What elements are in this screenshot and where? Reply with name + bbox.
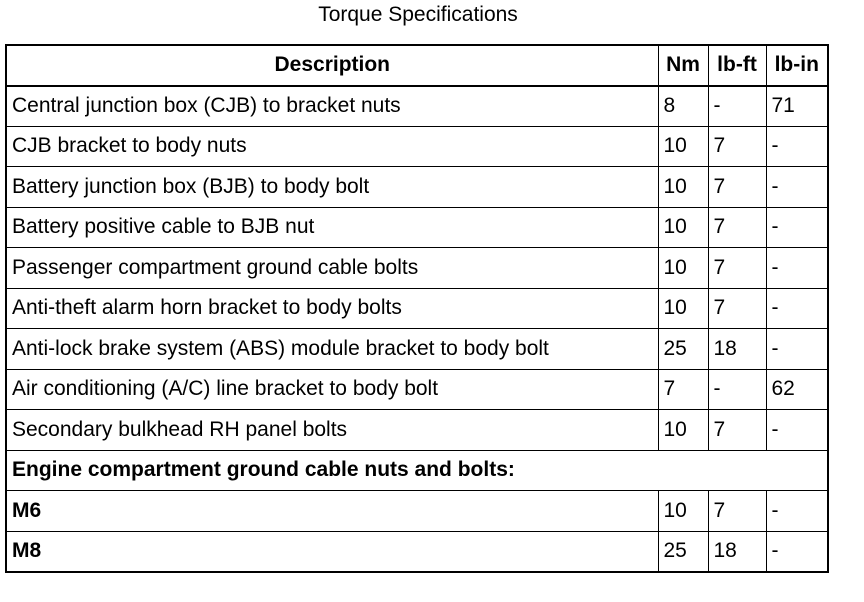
cell-nm: 25 (658, 329, 708, 370)
cell-description: Secondary bulkhead RH panel bolts (6, 410, 658, 451)
table-row (6, 167, 828, 208)
cell-lb-ft: 7 (708, 126, 766, 167)
cell-lb-in: - (766, 491, 828, 532)
table-row (6, 288, 828, 329)
column-header-nm: Nm (658, 45, 708, 86)
cell-description: Central junction box (CJB) to bracket nuts (6, 86, 658, 127)
table-row (6, 86, 828, 127)
table-header-row (6, 45, 828, 86)
cell-description: Passenger compartment ground cable bolts (6, 248, 658, 289)
cell-lb-in: - (766, 531, 828, 572)
torque-spec-table (5, 44, 829, 573)
cell-nm: 10 (658, 410, 708, 451)
cell-lb-in: - (766, 207, 828, 248)
cell-description: Anti-lock brake system (ABS) module bracket to body bolt (6, 329, 658, 370)
cell-nm: 10 (658, 167, 708, 208)
table-row (6, 410, 828, 451)
cell-lb-ft: - (708, 369, 766, 410)
cell-lb-in: - (766, 126, 828, 167)
cell-nm: 10 (658, 207, 708, 248)
cell-nm: 10 (658, 491, 708, 532)
cell-lb-ft: 7 (708, 248, 766, 289)
cell-lb-ft: 7 (708, 207, 766, 248)
cell-lb-ft: 18 (708, 531, 766, 572)
cell-lb-ft: 7 (708, 288, 766, 329)
cell-nm: 10 (658, 248, 708, 289)
cell-lb-in: - (766, 410, 828, 451)
cell-lb-ft: 7 (708, 491, 766, 532)
cell-lb-ft: 18 (708, 329, 766, 370)
cell-nm: 10 (658, 288, 708, 329)
cell-lb-in: - (766, 248, 828, 289)
cell-description: Battery junction box (BJB) to body bolt (6, 167, 658, 208)
table-row (6, 369, 828, 410)
cell-nm: 8 (658, 86, 708, 127)
table-row (6, 248, 828, 289)
cell-lb-ft: 7 (708, 410, 766, 451)
cell-nm: 10 (658, 126, 708, 167)
cell-lb-in: 62 (766, 369, 828, 410)
section-heading: Engine compartment ground cable nuts and bolts: (6, 450, 828, 491)
cell-nm: 7 (658, 369, 708, 410)
column-header-description: Description (6, 45, 658, 86)
cell-description: Anti-theft alarm horn bracket to body bolts (6, 288, 658, 329)
table-row (6, 126, 828, 167)
cell-lb-in: - (766, 288, 828, 329)
cell-description: Air conditioning (A/C) line bracket to body bolt (6, 369, 658, 410)
cell-lb-in: - (766, 329, 828, 370)
page-title: Torque Specifications (318, 3, 518, 26)
cell-description: Battery positive cable to BJB nut (6, 207, 658, 248)
cell-lb-ft: - (708, 86, 766, 127)
table-row (6, 207, 828, 248)
cell-lb-ft: 7 (708, 167, 766, 208)
section-heading-row (6, 450, 828, 491)
cell-lb-in: 71 (766, 86, 828, 127)
column-header-lb-ft: lb-ft (708, 45, 766, 86)
table-row (6, 531, 828, 572)
cell-description: M6 (6, 491, 658, 532)
cell-description: CJB bracket to body nuts (6, 126, 658, 167)
cell-nm: 25 (658, 531, 708, 572)
column-header-lb-in: lb-in (766, 45, 828, 86)
table-row (6, 491, 828, 532)
table-row (6, 329, 828, 370)
cell-description: M8 (6, 531, 658, 572)
cell-lb-in: - (766, 167, 828, 208)
